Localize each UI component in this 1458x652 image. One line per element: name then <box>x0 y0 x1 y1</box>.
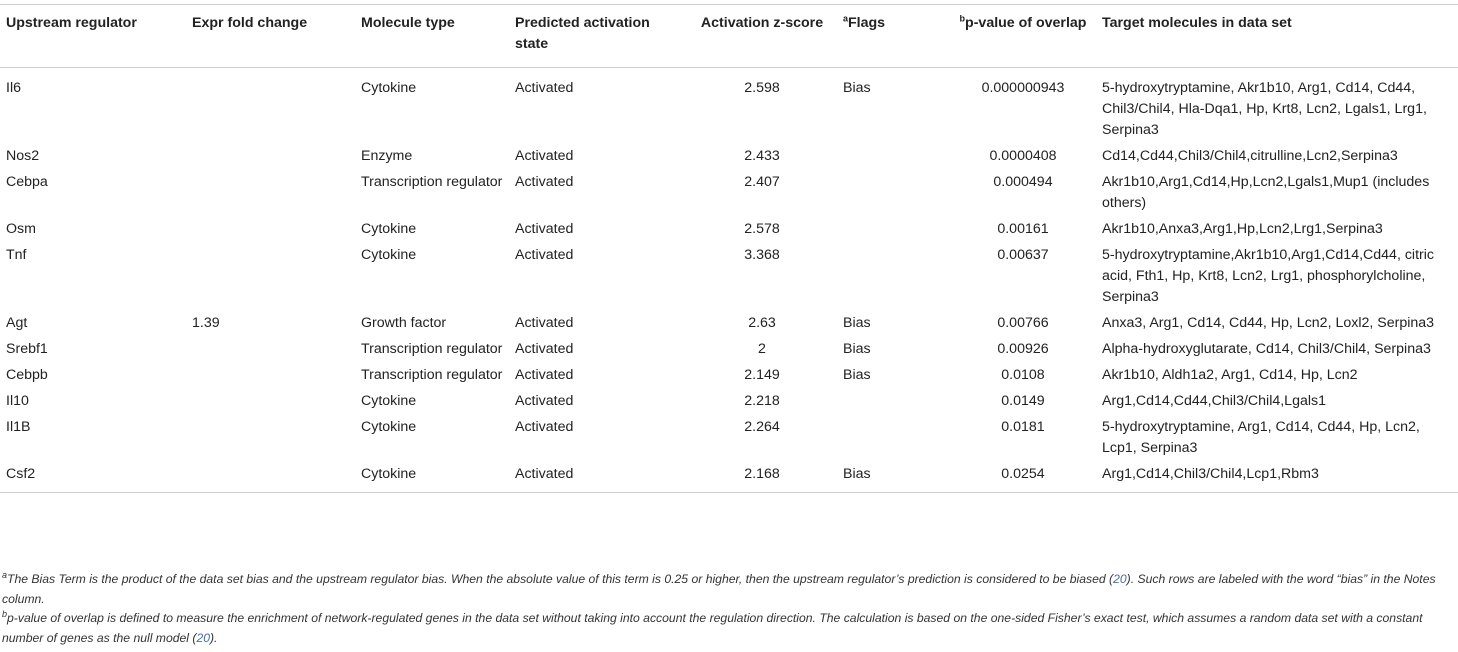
table-row <box>0 389 1458 415</box>
cell-expr-fold-change <box>186 144 355 170</box>
cell-upstream-regulator: Nos2 <box>6 148 40 164</box>
cell-molecule-type: Growth factor <box>361 315 447 331</box>
cell-target-molecules: 5-hydroxytryptamine,Akr1b10,Arg1,Cd14,Cd44, citric acid, Fth1, Hp, Krt8, Lcn2, Lrg1, phosphorylcholine, Serpina3 <box>1102 247 1434 305</box>
table-footnotes <box>0 570 1456 648</box>
cell-pvalue-of-overlap: 0.000000943 <box>981 80 1065 96</box>
cell-expr-fold-change <box>186 337 355 363</box>
cell-predicted-activation-state: Activated <box>515 247 574 263</box>
header-predicted-activation-state: Predicted activation state <box>509 5 687 68</box>
cell-predicted-activation-state: Activated <box>509 462 687 493</box>
cell-activation-zscore: 2.168 <box>687 462 837 493</box>
cell-predicted-activation-state: Activated <box>515 367 574 383</box>
header-target-molecules: Target molecules in data set <box>1096 5 1458 68</box>
cell-activation-zscore: 2.407 <box>744 174 780 190</box>
cell-upstream-regulator: Cebpb <box>6 367 48 383</box>
footnote-a-marker: a <box>2 569 8 580</box>
cell-pvalue-of-overlap: 0.0254 <box>950 462 1096 493</box>
cell-upstream-regulator: Cebpa <box>6 174 48 190</box>
cell-upstream-regulator: Il10 <box>6 393 29 409</box>
cell-flags: Bias <box>843 341 871 357</box>
cell-expr-fold-change <box>186 170 355 217</box>
cell-pvalue-of-overlap: 0.00161 <box>997 221 1049 237</box>
footnote-b-reference-link[interactable]: 20 <box>196 630 210 645</box>
table-row <box>0 243 1458 311</box>
cell-activation-zscore: 3.368 <box>744 247 780 263</box>
cell-predicted-activation-state: Activated <box>515 315 574 331</box>
cell-pvalue-of-overlap: 0.0149 <box>1001 393 1045 409</box>
cell-predicted-activation-state: Activated <box>515 148 574 164</box>
cell-expr-fold-change <box>186 415 355 462</box>
cell-flags: Bias <box>837 462 950 493</box>
cell-expr-fold-change <box>186 462 355 493</box>
cell-pvalue-of-overlap: 0.0181 <box>1001 419 1045 435</box>
cell-target-molecules: Akr1b10,Arg1,Cd14,Hp,Lcn2,Lgals1,Mup1 (includes others) <box>1102 174 1430 211</box>
table-header <box>0 5 1458 68</box>
table-row <box>0 415 1458 462</box>
cell-target-molecules: Cd14,Cd44,Chil3/Chil4,citrulline,Lcn2,Serpina3 <box>1102 148 1398 164</box>
footnote-a-reference-link[interactable]: 20 <box>1113 572 1127 586</box>
cell-pvalue-of-overlap: 0.00637 <box>997 247 1049 263</box>
cell-flags <box>837 415 950 462</box>
cell-molecule-type: Cytokine <box>361 221 417 237</box>
cell-predicted-activation-state: Activated <box>515 221 574 237</box>
cell-target-molecules: Alpha-hydroxyglutarate, Cd14, Chil3/Chil4, Serpina3 <box>1102 341 1431 357</box>
footnote-b-text-1: p-value of overlap is defined to measure the enrichment of network-regulated genes in the data set without taking into account the regulation direction. The calculation is based on the one-sided Fisher’s exact test, which assumes a random data set with a constant number of genes as the null model ( <box>2 611 1423 645</box>
cell-target-molecules: 5-hydroxytryptamine, Arg1, Cd14, Cd44, Hp, Lcn2, Lcp1, Serpina3 <box>1102 419 1420 456</box>
cell-expr-fold-change <box>186 217 355 243</box>
cell-upstream-regulator: Csf2 <box>0 462 186 493</box>
header-row <box>0 5 1458 68</box>
cell-target-molecules: Arg1,Cd14,Chil3/Chil4,Lcp1,Rbm3 <box>1096 462 1458 493</box>
cell-molecule-type: Transcription regulator <box>361 341 503 357</box>
table-row <box>0 311 1458 337</box>
cell-upstream-regulator: Agt <box>6 315 28 331</box>
cell-target-molecules: Arg1,Cd14,Cd44,Chil3/Chil4,Lgals1 <box>1102 393 1326 409</box>
cell-molecule-type: Cytokine <box>361 393 417 409</box>
cell-flags <box>837 389 950 415</box>
header-activation-zscore: Activation z-score <box>687 5 837 68</box>
cell-pvalue-of-overlap: 0.00766 <box>997 315 1049 331</box>
table-row <box>0 170 1458 217</box>
footnote-b <box>0 609 1456 648</box>
cell-predicted-activation-state: Activated <box>515 174 574 190</box>
cell-target-molecules: Akr1b10, Aldh1a2, Arg1, Cd14, Hp, Lcn2 <box>1102 367 1358 383</box>
cell-target-molecules: Anxa3, Arg1, Cd14, Cd44, Hp, Lcn2, Loxl2, Serpina3 <box>1102 315 1435 331</box>
cell-flags: Bias <box>843 315 871 331</box>
cell-molecule-type: Cytokine <box>355 462 509 493</box>
cell-upstream-regulator: Srebf1 <box>6 341 48 357</box>
cell-activation-zscore: 2 <box>758 341 766 357</box>
header-flags <box>837 5 950 68</box>
cell-pvalue-of-overlap: 0.000494 <box>993 174 1053 190</box>
table-body <box>0 68 1458 493</box>
table-row <box>0 337 1458 363</box>
cell-predicted-activation-state: Activated <box>515 341 574 357</box>
cell-upstream-regulator: Osm <box>6 221 36 237</box>
cell-expr-fold-change <box>186 389 355 415</box>
cell-flags <box>837 217 950 243</box>
footnote-a <box>0 570 1456 609</box>
cell-expr-fold-change <box>186 243 355 311</box>
cell-molecule-type: Cytokine <box>361 247 417 263</box>
cell-molecule-type: Cytokine <box>361 80 417 96</box>
cell-molecule-type: Enzyme <box>361 148 413 164</box>
cell-flags <box>837 144 950 170</box>
footnote-b-text-2: ). <box>210 630 218 645</box>
table-row <box>0 217 1458 243</box>
cell-activation-zscore: 2.578 <box>744 221 780 237</box>
cell-pvalue-of-overlap: 0.00926 <box>997 341 1049 357</box>
cell-upstream-regulator: Il1B <box>6 419 31 435</box>
cell-expr-fold-change: 1.39 <box>192 315 220 331</box>
cell-target-molecules: 5-hydroxytryptamine, Akr1b10, Arg1, Cd14, Cd44, Chil3/Chil4, Hla-Dqa1, Hp, Krt8, Lcn2, Lgals1, Lrg1, Serpina3 <box>1102 80 1427 138</box>
header-pvalue-label: p-value of overlap <box>965 15 1087 31</box>
cell-expr-fold-change <box>186 363 355 389</box>
cell-flags <box>837 170 950 217</box>
table-row <box>0 462 1458 493</box>
footnote-a-text-2: ). Such rows are labeled with the word “bias” in the Notes column. <box>2 572 1436 606</box>
header-flags-label: Flags <box>848 15 886 31</box>
footnote-marker-a: a <box>843 13 849 24</box>
cell-expr-fold-change <box>186 68 355 145</box>
table-row <box>0 363 1458 389</box>
header-pvalue-of-overlap <box>950 5 1096 68</box>
cell-flags: Bias <box>843 367 871 383</box>
cell-molecule-type: Cytokine <box>361 419 417 435</box>
cell-upstream-regulator: Tnf <box>6 247 27 263</box>
cell-activation-zscore: 2.598 <box>744 80 780 96</box>
upstream-regulators-table <box>0 4 1458 493</box>
cell-predicted-activation-state: Activated <box>515 80 574 96</box>
cell-molecule-type: Transcription regulator <box>361 174 503 190</box>
footnote-a-text-1: The Bias Term is the product of the data set bias and the upstream regulator bias. When the absolute value of this term is 0.25 or higher, then the upstream regulator’s prediction is considered to be biased ( <box>7 572 1114 586</box>
cell-pvalue-of-overlap: 0.0000408 <box>989 148 1057 164</box>
cell-flags: Bias <box>843 80 871 96</box>
header-molecule-type: Molecule type <box>355 5 509 68</box>
cell-upstream-regulator: Il6 <box>6 80 21 96</box>
cell-pvalue-of-overlap: 0.0108 <box>1001 367 1045 383</box>
cell-activation-zscore: 2.149 <box>744 367 780 383</box>
cell-flags <box>837 243 950 311</box>
table-row <box>0 144 1458 170</box>
cell-activation-zscore: 2.63 <box>748 315 776 331</box>
cell-predicted-activation-state: Activated <box>515 393 574 409</box>
cell-target-molecules: Akr1b10,Anxa3,Arg1,Hp,Lcn2,Lrg1,Serpina3 <box>1102 221 1383 237</box>
table-row <box>0 68 1458 145</box>
cell-activation-zscore: 2.264 <box>744 419 780 435</box>
header-expr-fold-change: Expr fold change <box>186 5 355 68</box>
cell-activation-zscore: 2.218 <box>744 393 780 409</box>
header-upstream-regulator: Upstream regulator <box>0 5 186 68</box>
cell-molecule-type: Transcription regulator <box>361 367 503 383</box>
cell-activation-zscore: 2.433 <box>744 148 780 164</box>
cell-predicted-activation-state: Activated <box>515 419 574 435</box>
footnote-marker-b: b <box>959 13 966 24</box>
footnote-b-marker: b <box>2 608 8 619</box>
